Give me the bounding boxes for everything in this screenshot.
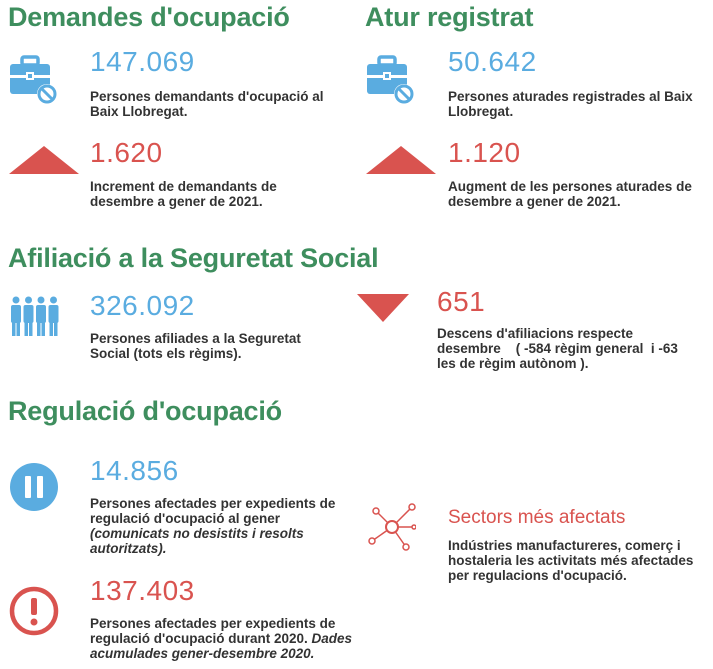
regulacio-gener-desc: Persones afectades per expedients de regulació d'ocupació al gener (90, 496, 336, 526)
afiliacio-change-desc: Descens d'afiliacions respecte desembre ( -584 règim general i -63 les de règim autònom ). (437, 326, 682, 371)
regulacio-any-text (90, 616, 360, 661)
afiliacio-value: 326.092 (90, 290, 195, 321)
atur-value: 50.642 (448, 46, 537, 77)
triangle-up-icon (9, 146, 79, 174)
atur-title: Atur registrat (365, 2, 534, 32)
briefcase-block-icon (10, 55, 60, 107)
afiliacio-desc: Persones afiliades a la Seguretat Social (tots els règims). (90, 331, 301, 361)
demandes-title: Demandes d'ocupació (8, 2, 290, 32)
regulacio-any-note: Dades acumulades gener-desembre 2020. (90, 631, 353, 661)
regulacio-any-value: 137.403 (90, 575, 195, 606)
atur-change-value: 1.120 (448, 137, 521, 168)
exclamation-icon (9, 586, 59, 636)
pause-icon (10, 463, 58, 511)
regulacio-gener-value: 14.856 (90, 455, 179, 486)
sectors-desc: Indústries manufactureres, comerç i hostaleria les activitats més afectades per regulacions d'ocupació. (448, 538, 694, 583)
afiliacio-change-value: 651 (437, 286, 486, 317)
demandes-value: 147.069 (90, 46, 195, 77)
demandes-desc: Persones demandants d'ocupació al Baix Llobregat. (90, 89, 324, 119)
atur-desc: Persones aturades registrades al Baix Llobregat. (448, 89, 693, 119)
sectors-title: Sectors més afectats (448, 507, 626, 528)
triangle-up-icon (366, 146, 436, 174)
triangle-down-icon (357, 294, 409, 322)
regulacio-gener-text (90, 496, 352, 556)
demandes-change-value: 1.620 (90, 137, 163, 168)
regulacio-title: Regulació d'ocupació (8, 396, 282, 426)
people-group-icon (10, 296, 62, 338)
afiliacio-title: Afiliació a la Seguretat Social (8, 243, 379, 273)
network-icon (368, 503, 416, 551)
demandes-change-desc: Increment de demandants de desembre a gener de 2021. (90, 179, 277, 209)
atur-change-desc: Augment de les persones aturades de desembre a gener de 2021. (448, 179, 692, 209)
briefcase-block-icon (367, 55, 417, 107)
regulacio-any-desc: Persones afectades per expedients de regulació d'ocupació durant 2020. (90, 616, 336, 646)
regulacio-gener-note: (comunicats no desistits i resolts autoritzats). (90, 526, 304, 556)
